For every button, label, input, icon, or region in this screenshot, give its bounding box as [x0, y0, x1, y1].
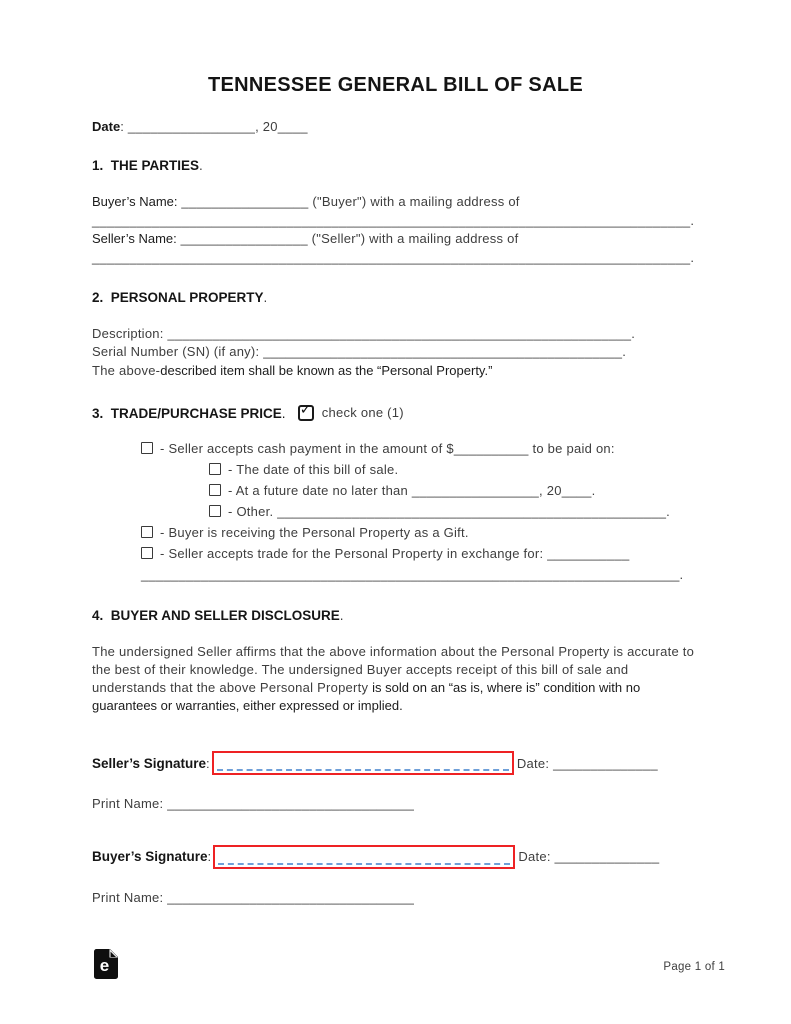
known-as-line: The above-described item shall be known as the “Personal Property.”	[92, 362, 493, 378]
seller-name-blank: _________________ ("Seller") with a mailing address of	[176, 231, 519, 247]
page-title: TENNESSEE GENERAL BILL OF SALE	[208, 74, 583, 96]
buyer-address-blank: ________________________________________________________________________________.	[92, 212, 695, 228]
seller-date-blank: Date: ______________	[516, 755, 658, 771]
option-future-date: - At a future date no later than _________________, 20____.	[209, 480, 699, 501]
svg-text:e: e	[99, 956, 110, 975]
disclosure-paragraph: The undersigned Seller affirms that the above information about the Personal Property is accurate to the best of their knowledge. The undersigned Buyer accepts receipt of this bill of sale and understands that the above Personal Property is sold on an “as is, where is” condition with no guarantees or warranties, either expressed or implied.	[92, 643, 699, 714]
seller-address-blank: ________________________________________________________________________________.	[92, 249, 695, 265]
eforms-logo	[94, 949, 118, 984]
option-gift: - Buyer is receiving the Personal Property as a Gift.	[141, 522, 699, 543]
signature-dashes	[217, 769, 509, 771]
seller-name-label: Seller’s Name:	[92, 231, 177, 247]
checkbox-unchecked-icon[interactable]	[209, 484, 221, 496]
check-one-label: check one (1)	[321, 405, 404, 421]
seller-signature-row: Seller’s Signature : Date: ______________	[92, 751, 699, 775]
buyer-name-line	[92, 193, 699, 211]
buyer-signature-label: Buyer’s Signature	[92, 849, 208, 865]
section-2-heading: 2. PERSONAL PROPERTY.	[92, 290, 268, 306]
seller-name-line	[92, 230, 699, 248]
buyer-name-label: Buyer’s Name:	[92, 194, 178, 210]
section-4-heading: 4. BUYER AND SELLER DISCLOSURE.	[92, 607, 344, 623]
checkbox-unchecked-icon[interactable]	[141, 547, 153, 559]
serial-number-line: Serial Number (SN) (if any): ________________________________________________.	[92, 344, 627, 360]
signature-dashes	[218, 863, 510, 865]
trade-continuation-blank: ________________________________________________________________________.	[141, 566, 684, 582]
buyer-print-name-line: Print Name: _________________________________	[92, 889, 415, 905]
buyer-signature-field[interactable]	[213, 845, 515, 869]
checkbox-checked-icon: ✓	[298, 405, 314, 421]
checkbox-unchecked-icon[interactable]	[209, 463, 221, 475]
parties-section	[92, 193, 699, 267]
price-options	[92, 438, 699, 585]
option-trade: - Seller accepts trade for the Personal Property in exchange for: ___________	[141, 543, 699, 564]
checkbox-unchecked-icon[interactable]	[209, 505, 221, 517]
description-line: Description: ______________________________________________________________.	[92, 326, 636, 342]
buyer-date-blank: Date: ______________	[518, 849, 660, 865]
date-blank: : _________________, 20____	[120, 119, 308, 134]
page-number: Page 1 of 1	[663, 960, 725, 973]
seller-signature-field[interactable]	[212, 751, 514, 775]
checkbox-unchecked-icon[interactable]	[141, 526, 153, 538]
page-footer	[94, 949, 725, 984]
property-section	[92, 325, 699, 380]
section-1-heading: 1. THE PARTIES.	[92, 158, 204, 174]
date-line	[92, 118, 699, 136]
buyer-signature-row: Buyer’s Signature : Date: ______________	[92, 845, 699, 869]
seller-signature-label: Seller’s Signature	[92, 755, 207, 771]
section-3-heading-row: 3. TRADE/PURCHASE PRICE . ✓ check one (1)	[92, 402, 404, 421]
option-date-of-sale: - The date of this bill of sale.	[209, 459, 699, 480]
buyer-name-blank: _________________ ("Buyer") with a mailing address of	[177, 194, 520, 210]
option-cash-payment: - Seller accepts cash payment in the amount of $__________ to be paid on:	[141, 438, 699, 459]
checkbox-unchecked-icon[interactable]	[141, 442, 153, 454]
section-3-heading: 3. TRADE/PURCHASE PRICE	[92, 405, 282, 421]
option-other: - Other. ____________________________________________________.	[209, 501, 699, 522]
seller-print-name-line: Print Name: _________________________________	[92, 796, 415, 812]
date-label: Date	[92, 119, 121, 134]
